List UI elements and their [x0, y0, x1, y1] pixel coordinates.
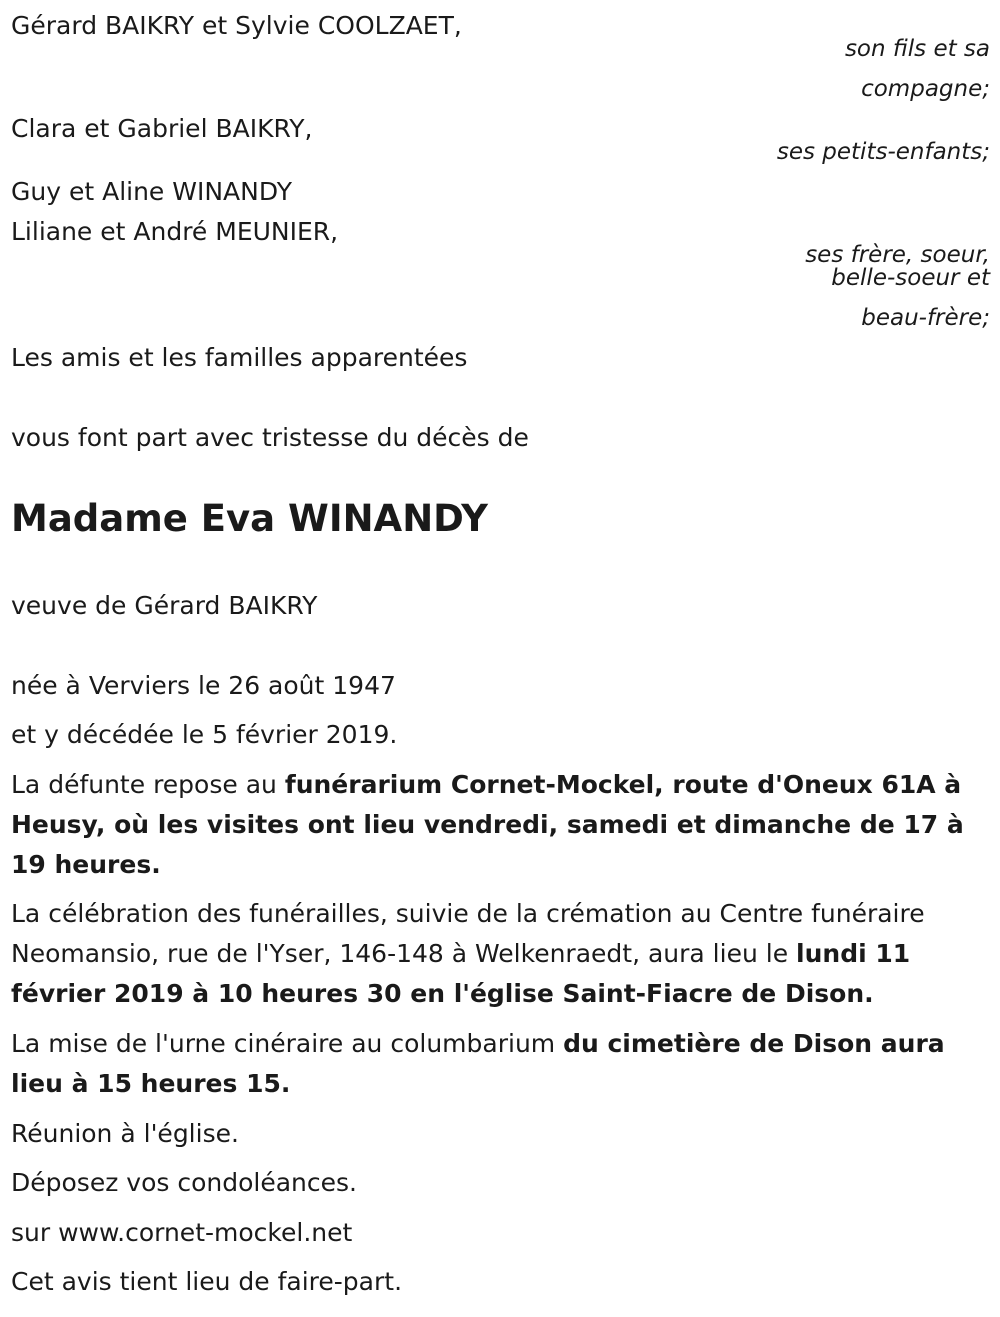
relation-siblings-line3: beau-frère;	[861, 305, 990, 331]
deceased-name: Madame Eva WINANDY	[11, 497, 488, 540]
repose-paragraph	[11, 765, 986, 885]
repose-details: funérarium Cornet-Mockel, route d'Oneux 61A à Heusy, où les visites ont lieu vendredi, samedi et dimanche de 17 à 19 heures.	[11, 770, 964, 879]
family-group-grandchildren: Clara et Gabriel BAIKRY,	[11, 114, 313, 143]
friends-and-families: Les amis et les familles apparentées	[11, 343, 468, 372]
relation-grandchildren: ses petits-enfants;	[776, 139, 990, 165]
urn-details: du cimetière de Dison aura lieu à 15 heures 15.	[11, 1029, 945, 1098]
family-group-siblings-line1: Guy et Aline WINANDY	[11, 177, 293, 206]
widow-of: veuve de Gérard BAIKRY	[11, 591, 318, 620]
relation-siblings-line2: belle-soeur et	[831, 265, 990, 291]
celebration-details: lundi 11 février 2019 à 10 heures 30 en l'église Saint-Fiacre de Dison.	[11, 939, 911, 1008]
celebration-intro: La célébration des funérailles, suivie de la crémation au Centre funéraire Neomansio, rue de l'Yser, 146-148 à Welkenraedt, aura lieu le	[11, 899, 925, 968]
family-group-siblings-line2: Liliane et André MEUNIER,	[11, 217, 339, 246]
urn-paragraph	[11, 1024, 986, 1104]
urn-intro: La mise de l'urne cinéraire au columbarium	[11, 1029, 564, 1058]
reunion-text: Réunion à l'église.	[11, 1119, 239, 1148]
death-info: et y décédée le 5 février 2019.	[11, 720, 398, 749]
relation-son-line2: compagne;	[861, 76, 990, 102]
notice-text: Cet avis tient lieu de faire-part.	[11, 1267, 403, 1296]
website-text: sur www.cornet-mockel.net	[11, 1218, 353, 1247]
repose-intro: La défunte repose au	[11, 770, 285, 799]
relation-son-line1: son fils et sa	[844, 36, 990, 62]
relation-siblings-line1: ses frère, soeur,	[805, 242, 990, 268]
announcement-text: vous font part avec tristesse du décès de	[11, 423, 529, 452]
celebration-paragraph	[11, 894, 986, 1014]
family-group-son: Gérard BAIKRY et Sylvie COOLZAET,	[11, 11, 462, 40]
condolences-text: Déposez vos condoléances.	[11, 1168, 357, 1197]
birth-info: née à Verviers le 26 août 1947	[11, 671, 396, 700]
